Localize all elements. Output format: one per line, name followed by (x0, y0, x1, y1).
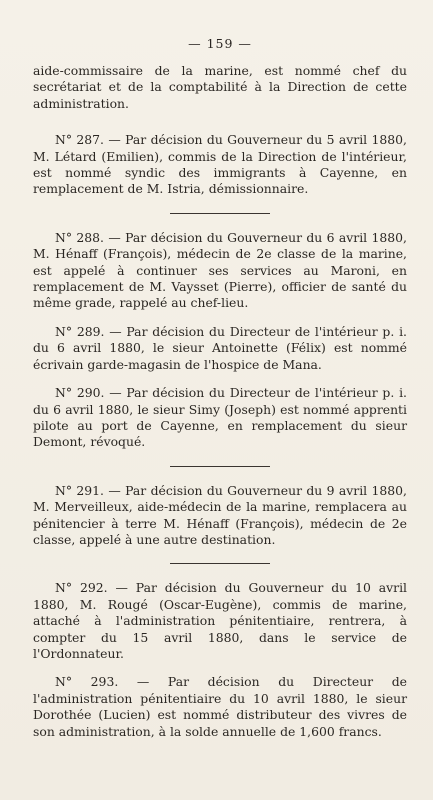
paragraph-decision-288: N° 288. — Par décision du Gouverneur du 6 avril 1880, M. Hénaff (François), médecin de 2e classe de la marine, est appelé à continuer ses services au Maroni, en remplacement de M. Vaysset (Pierre), officier de santé du même grade, rappelé au chef-lieu. (33, 229, 407, 311)
spacer (33, 373, 407, 385)
paragraph-decision-287: N° 287. — Par décision du Gouverneur du 5 avril 1880, M. Létard (Emilien), commis de la Direction de l'intérieur, est nommé syndic des immigrants à Cayenne, en remplacement de M. Istria, démissionnaire. (33, 132, 407, 197)
paragraph-decision-293: N° 293. — Par décision du Directeur de l'administration pénitentiaire du 10 avril 1880, le sieur Dorothée (Lucien) est nommé distributeur des vivres de son administration, à la solde annuelle de 1,600 francs. (33, 674, 407, 739)
separator-rule (170, 563, 270, 564)
page-number: — 159 — (188, 36, 252, 51)
spacer (33, 662, 407, 674)
paragraph-decision-291: N° 291. — Par décision du Gouverneur du 9 avril 1880, M. Merveilleux, aide-médecin de la marine, remplacera au pénitencier à terre M. Hénaff (François), médecin de 2e classe, appelé à une autre destination. (33, 482, 407, 547)
paragraph-decision-292: N° 292. — Par décision du Gouverneur du 10 avril 1880, M. Rougé (Oscar-Eugène), commis de marine, attaché à l'administration pénitentiaire, rentrera, à compter du 15 avril 1880, dans le service de l'Ordonnateur. (33, 580, 407, 661)
paragraph-decision-289: N° 289. — Par décision du Directeur de l'intérieur p. i. du 6 avril 1880, le sieur Antoinette (Félix) est nommé écrivain garde-magasin de l'hospice de Mana. (33, 323, 407, 372)
separator-rule (170, 466, 270, 467)
paragraph-decision-290: N° 290. — Par décision du Directeur de l'intérieur p. i. du 6 avril 1880, le sieur Simy (Joseph) est nommé apprenti pilote au port de Cayenne, en remplacement du sieur Demont, révoqué. (33, 385, 407, 450)
paragraph-continuation: aide-commissaire de la marine, est nommé chef du secrétariat et de la comptabilité à la Direction de cette administration. (33, 63, 407, 111)
spacer (33, 312, 407, 324)
separator-rule (170, 213, 270, 214)
